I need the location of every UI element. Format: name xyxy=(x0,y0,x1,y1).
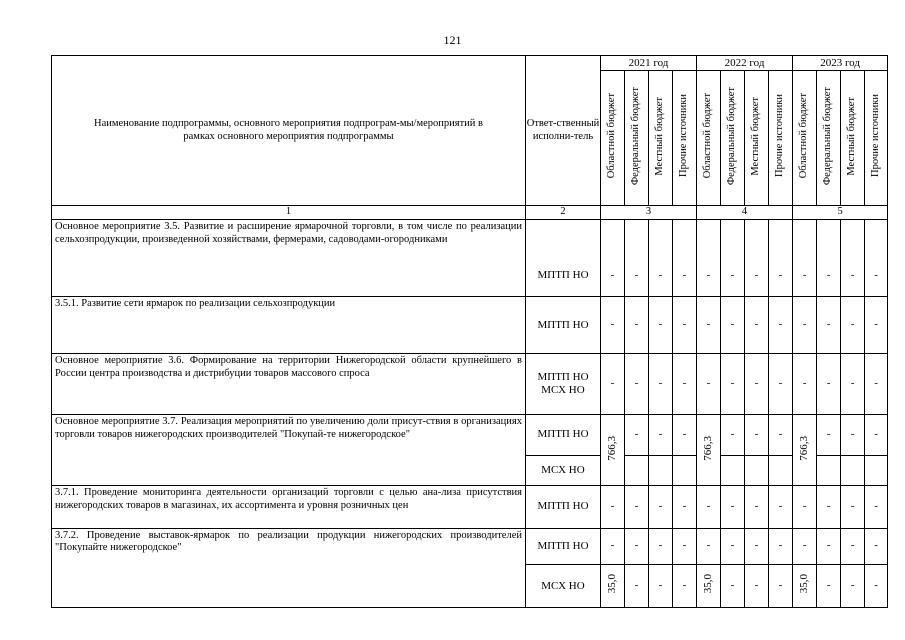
value-cell: - xyxy=(601,486,625,529)
value-cell: - xyxy=(841,486,865,529)
subcol-federal: Федеральный бюджет xyxy=(630,86,642,185)
value-cell: - xyxy=(745,486,769,529)
value-cell: - xyxy=(625,297,649,354)
subcol-local: Местный бюджет xyxy=(750,96,762,176)
col-number-5: 5 xyxy=(793,206,888,220)
value-cell: - xyxy=(649,220,673,297)
value-cell: - xyxy=(721,486,745,529)
value-cell: - xyxy=(649,565,673,608)
subcol-federal: Федеральный бюджет xyxy=(726,86,738,185)
executor-mptp: МПТП НО xyxy=(537,371,589,384)
row-name: 3.7.2. Проведение выставок-ярмарок по реализации продукции нижегородских производителей "Покупайте нижегородское" xyxy=(52,528,526,607)
value-cell: - xyxy=(817,486,841,529)
row-name: Основное мероприятие 3.7. Реализация мероприятий по увеличению доли присут-ствия в организациях торговли товаров нижегородских производителей "Покупай-те нижегородское" xyxy=(52,415,526,486)
subcol-oblast: Областной бюджет xyxy=(702,93,714,179)
value-cell: - xyxy=(625,486,649,529)
value-cell: - xyxy=(625,354,649,415)
value-cell: - xyxy=(745,354,769,415)
value-cell: - xyxy=(793,297,817,354)
value-cell: - xyxy=(673,415,697,456)
row-executor: МПТП НО xyxy=(526,528,601,565)
value-cell: - xyxy=(721,565,745,608)
value-cell: - xyxy=(769,297,793,354)
subcol-oblast: Областной бюджет xyxy=(798,93,810,179)
col-number-1: 1 xyxy=(52,206,526,220)
value-cell: - xyxy=(745,415,769,456)
row-name: 3.5.1. Развитие сети ярмарок по реализации сельхозпродукции xyxy=(52,297,526,354)
subcol-oblast: Областной бюджет xyxy=(606,93,618,179)
row-name: 3.7.1. Проведение мониторинга деятельности организаций торговли с целью ана-лиза присутствия нижегородских товаров в магазинах, их ассортимента и уровня розничных цен xyxy=(52,486,526,529)
value-cell: - xyxy=(769,415,793,456)
value-cell: - xyxy=(865,297,888,354)
value-cell: - xyxy=(841,220,865,297)
header-executor: Ответ-ственный исполни-тель xyxy=(526,56,601,206)
value-cell: - xyxy=(673,528,697,565)
row-executor: МПТП НО xyxy=(526,297,601,354)
table-row-3-7-1 xyxy=(52,486,888,529)
row-name: Основное мероприятие 3.5. Развитие и расширение ярмарочной торговли, в том числе по реализации сельхозпродукции, произведенной хозяйствами, фермерами, садоводами-огородниками xyxy=(52,220,526,297)
value-cell: - xyxy=(817,297,841,354)
header-row-years xyxy=(52,56,888,71)
row-executor xyxy=(526,354,601,415)
value-cell: - xyxy=(745,220,769,297)
value-cell: - xyxy=(865,220,888,297)
value-cell: - xyxy=(817,220,841,297)
value-cell: - xyxy=(697,354,721,415)
value-cell: - xyxy=(817,565,841,608)
value-cell: - xyxy=(673,565,697,608)
column-number-row xyxy=(52,206,888,220)
value-cell: - xyxy=(601,220,625,297)
value-cell: - xyxy=(649,297,673,354)
value-cell: - xyxy=(793,354,817,415)
value-cell: - xyxy=(697,220,721,297)
executor-msh: МСХ НО xyxy=(541,384,585,397)
col-number-3: 3 xyxy=(601,206,697,220)
oblast-value-2023: 35,0 xyxy=(797,574,810,594)
value-cell: - xyxy=(769,565,793,608)
table-row-3-7-a xyxy=(52,415,888,456)
row-executor: МСХ НО xyxy=(526,565,601,608)
col-number-4: 4 xyxy=(697,206,793,220)
value-cell: - xyxy=(841,528,865,565)
value-cell: - xyxy=(601,354,625,415)
table-row-3-7-2-a xyxy=(52,528,888,565)
subcol-local: Местный бюджет xyxy=(846,96,858,176)
row-executor: МСХ НО xyxy=(526,455,601,485)
value-cell: - xyxy=(649,486,673,529)
value-cell: - xyxy=(817,415,841,456)
value-cell: - xyxy=(841,565,865,608)
value-cell: - xyxy=(673,297,697,354)
value-cell: - xyxy=(625,415,649,456)
subcol-federal: Федеральный бюджет xyxy=(822,86,834,185)
value-cell: - xyxy=(817,354,841,415)
value-cell: - xyxy=(649,354,673,415)
value-cell: - xyxy=(841,354,865,415)
value-cell: - xyxy=(625,220,649,297)
value-cell: - xyxy=(769,354,793,415)
value-cell: - xyxy=(745,528,769,565)
value-cell: - xyxy=(865,354,888,415)
value-cell: - xyxy=(649,415,673,456)
oblast-value-2021: 35,0 xyxy=(605,574,618,594)
header-year-2022: 2022 год xyxy=(697,56,793,71)
value-cell: - xyxy=(841,297,865,354)
value-cell: - xyxy=(793,486,817,529)
value-cell: - xyxy=(721,297,745,354)
table-row-3-6 xyxy=(52,354,888,415)
value-cell: - xyxy=(673,220,697,297)
value-cell: - xyxy=(625,565,649,608)
subcol-other: Прочие источники xyxy=(774,94,786,178)
table-row-3-5-1 xyxy=(52,297,888,354)
row-executor: МПТП НО xyxy=(526,415,601,456)
value-cell: - xyxy=(697,297,721,354)
value-cell: - xyxy=(865,528,888,565)
value-cell: - xyxy=(697,528,721,565)
value-cell: - xyxy=(673,354,697,415)
value-cell: - xyxy=(721,415,745,456)
value-cell: - xyxy=(673,486,697,529)
subcol-other: Прочие источники xyxy=(678,94,690,178)
subcol-other: Прочие источники xyxy=(869,94,881,178)
value-cell: - xyxy=(793,220,817,297)
value-cell: - xyxy=(865,565,888,608)
row-executor: МПТП НО xyxy=(526,220,601,297)
value-cell: - xyxy=(865,486,888,529)
value-cell: - xyxy=(649,528,673,565)
value-cell: - xyxy=(841,415,865,456)
col-number-2: 2 xyxy=(526,206,601,220)
value-cell: - xyxy=(769,220,793,297)
value-cell: - xyxy=(865,415,888,456)
header-name: Наименование подпрограммы, основного мероприятия подпрограм-мы/мероприятий в рамках основного мероприятия подпрограммы xyxy=(52,56,526,206)
value-cell: - xyxy=(625,528,649,565)
value-cell: - xyxy=(601,297,625,354)
value-cell: - xyxy=(697,486,721,529)
value-cell: - xyxy=(721,528,745,565)
value-cell: - xyxy=(817,528,841,565)
table-row-3-5 xyxy=(52,220,888,297)
value-cell: - xyxy=(745,565,769,608)
oblast-value-2023: 766,3 xyxy=(797,435,810,461)
row-name: Основное мероприятие 3.6. Формирование на территории Нижегородской области крупнейшего в России центра производства и дистрибуции товаров массового спроса xyxy=(52,354,526,415)
header-year-2023: 2023 год xyxy=(793,56,888,71)
row-executor: МПТП НО xyxy=(526,486,601,529)
header-year-2021: 2021 год xyxy=(601,56,697,71)
value-cell: - xyxy=(721,354,745,415)
value-cell: - xyxy=(745,297,769,354)
oblast-value-2022: 766,3 xyxy=(701,435,714,461)
value-cell: - xyxy=(769,528,793,565)
value-cell: - xyxy=(721,220,745,297)
oblast-value-2021: 766,3 xyxy=(605,435,618,461)
value-cell: - xyxy=(769,486,793,529)
value-cell: - xyxy=(793,528,817,565)
oblast-value-2022: 35,0 xyxy=(701,574,714,594)
value-cell: - xyxy=(601,528,625,565)
budget-table xyxy=(51,55,888,608)
page-number: 121 xyxy=(443,33,462,47)
subcol-local: Местный бюджет xyxy=(654,96,666,176)
